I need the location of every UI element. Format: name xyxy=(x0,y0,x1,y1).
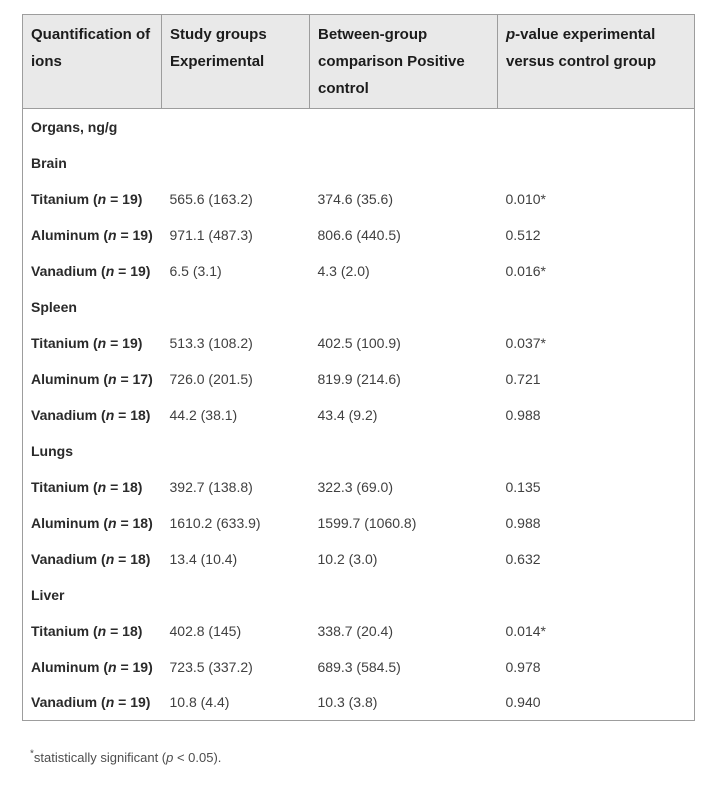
ion-quantification-table xyxy=(22,14,695,721)
ion-label: Aluminum (n = 18) xyxy=(31,514,153,531)
p-value: 0.988 xyxy=(505,406,541,423)
positive-control-value: 1599.7 (1060.8) xyxy=(317,514,417,531)
table-row xyxy=(23,253,695,289)
table-row xyxy=(23,181,695,217)
organ-row xyxy=(23,433,695,469)
positive-control-value: 10.2 (3.0) xyxy=(317,550,378,567)
ion-label: Titanium (n = 19) xyxy=(31,334,143,351)
ion-label: Titanium (n = 18) xyxy=(31,478,143,495)
col-header-quantification-label: Quantification of ions xyxy=(31,26,151,70)
p-value: 0.135 xyxy=(505,478,541,495)
p-value: 0.978 xyxy=(505,658,541,675)
organ-row xyxy=(23,577,695,613)
ion-label: Aluminum (n = 19) xyxy=(31,658,153,675)
p-value: 0.988 xyxy=(505,514,541,531)
ion-label: Aluminum (n = 17) xyxy=(31,370,153,387)
positive-control-value: 43.4 (9.2) xyxy=(317,406,378,423)
table-row xyxy=(23,541,695,577)
positive-control-value: 819.9 (214.6) xyxy=(317,370,401,387)
table-row xyxy=(23,397,695,433)
experimental-value: 6.5 (3.1) xyxy=(169,262,222,279)
footnote-italic-p: p xyxy=(166,750,174,765)
table-row xyxy=(23,217,695,253)
positive-control-value: 374.6 (35.6) xyxy=(317,190,393,207)
positive-control-value: 402.5 (100.9) xyxy=(317,334,401,351)
col-header-positive-control xyxy=(310,15,498,109)
p-value: 0.014* xyxy=(505,622,546,639)
organ-row xyxy=(23,145,695,181)
col-header-p-value-label: -value experimental versus control group xyxy=(506,26,657,70)
table-body xyxy=(23,109,695,721)
table-row xyxy=(23,361,695,397)
ion-label: Vanadium (n = 18) xyxy=(31,406,151,423)
units-row-label: Organs, ng/g xyxy=(31,118,118,135)
experimental-value: 402.8 (145) xyxy=(169,622,242,639)
experimental-value: 392.7 (138.8) xyxy=(169,478,253,495)
experimental-value: 726.0 (201.5) xyxy=(169,370,253,387)
table-row xyxy=(23,649,695,685)
p-value: 0.010* xyxy=(505,190,546,207)
ion-label: Titanium (n = 19) xyxy=(31,190,143,207)
organ-row-label: Brain xyxy=(31,154,67,171)
experimental-value: 10.8 (4.4) xyxy=(169,694,230,711)
table-row xyxy=(23,685,695,721)
positive-control-value: 10.3 (3.8) xyxy=(317,694,378,711)
ion-label: Vanadium (n = 19) xyxy=(31,694,151,711)
col-header-experimental xyxy=(162,15,310,109)
units-row xyxy=(23,109,695,145)
organ-row-label: Liver xyxy=(31,586,65,603)
p-value: 0.721 xyxy=(505,370,541,387)
positive-control-value: 4.3 (2.0) xyxy=(317,262,370,279)
p-value: 0.037* xyxy=(505,334,546,351)
table-row xyxy=(23,613,695,649)
p-value: 0.940 xyxy=(505,694,541,711)
experimental-value: 1610.2 (633.9) xyxy=(169,514,261,531)
footnote-text-after: < 0.05). xyxy=(173,750,222,765)
positive-control-value: 338.7 (20.4) xyxy=(317,622,393,639)
footnote-marker: * xyxy=(30,748,34,760)
footnote-text-before: statistically significant ( xyxy=(33,750,167,765)
ion-label: Aluminum (n = 19) xyxy=(31,226,153,243)
table-row xyxy=(23,325,695,361)
experimental-value: 971.1 (487.3) xyxy=(169,226,253,243)
ion-label: Vanadium (n = 19) xyxy=(31,262,151,279)
table-header xyxy=(23,15,695,109)
table-row xyxy=(23,469,695,505)
col-header-p-value: p-value experimental versus control group xyxy=(498,15,695,109)
experimental-value: 13.4 (10.4) xyxy=(169,550,238,567)
organ-row xyxy=(23,289,695,325)
ion-label: Titanium (n = 18) xyxy=(31,622,143,639)
experimental-value: 565.6 (163.2) xyxy=(169,190,253,207)
col-header-quantification xyxy=(23,15,162,109)
col-header-experimental-label: Study groups Experimental xyxy=(170,26,267,70)
p-value: 0.632 xyxy=(505,550,541,567)
organ-row-label: Spleen xyxy=(31,298,77,315)
experimental-value: 513.3 (108.2) xyxy=(169,334,253,351)
col-header-positive-control-label: Between-group comparison Positive control xyxy=(318,26,465,97)
experimental-value: 723.5 (337.2) xyxy=(169,658,253,675)
positive-control-value: 806.6 (440.5) xyxy=(317,226,401,243)
positive-control-value: 322.3 (69.0) xyxy=(317,478,393,495)
p-value: 0.512 xyxy=(505,226,541,243)
header-row xyxy=(23,15,695,109)
positive-control-value: 689.3 (584.5) xyxy=(317,658,401,675)
organ-row-label: Lungs xyxy=(31,442,73,459)
experimental-value: 44.2 (38.1) xyxy=(169,406,238,423)
table-row xyxy=(23,505,695,541)
ion-label: Vanadium (n = 18) xyxy=(31,550,151,567)
p-value: 0.016* xyxy=(505,262,546,279)
footnote xyxy=(30,750,694,765)
